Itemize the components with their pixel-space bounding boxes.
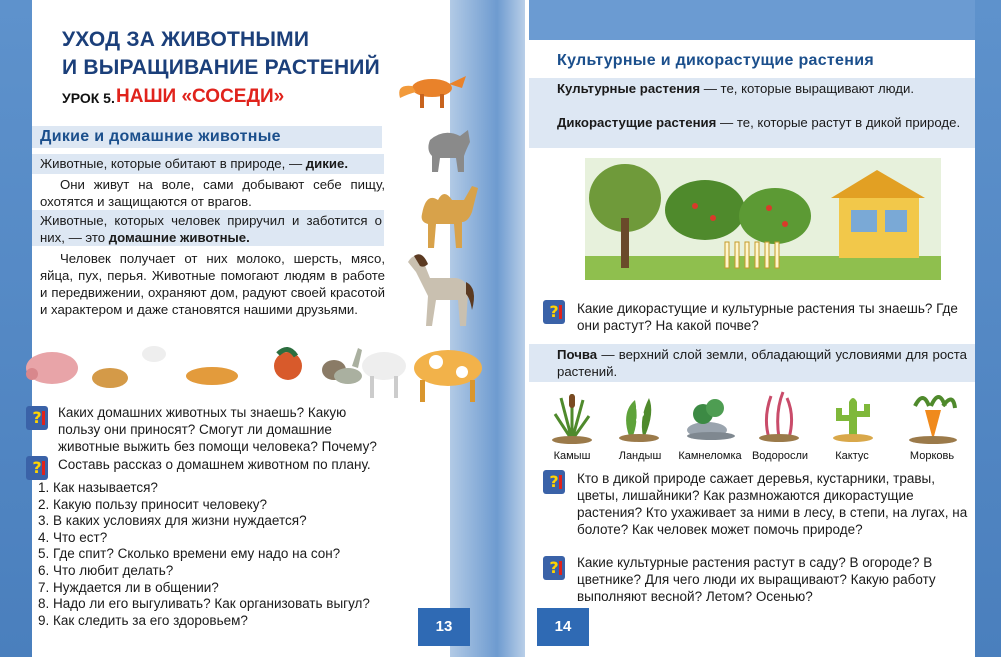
chapter-title-line1: УХОД ЗА ЖИВОТНЫМИ — [62, 28, 310, 51]
plant-label: Ландыш — [618, 450, 662, 462]
lesson-title: НАШИ «СОСЕДИ» — [116, 86, 285, 107]
wolf-illustration — [420, 122, 476, 176]
question-icon: ? — [543, 300, 565, 324]
domestic-def-text: Животные, которых человек приручил и заботится о них, — это — [40, 213, 382, 245]
plan-item: 6. Что любит делать? — [38, 562, 174, 578]
right-spine-shade — [497, 0, 525, 657]
cultivated-definition — [557, 80, 965, 97]
plan-item: 8. Надо ли его выгуливать? Как организовать выгул? — [38, 596, 370, 612]
question-cultivated-plants: Какие культурные растения растут в саду? В огороде? В цветнике? Для чего люди их выращивают? Какую работу выполняют весной? Летом? Осенью? — [577, 555, 936, 604]
camel-illustration — [412, 178, 482, 250]
plan-item: 5. Где спит? Сколько времени ему надо на сон? — [38, 546, 341, 562]
question-wild-plants-care: Кто в дикой природе сажает деревья, кустарники, травы, цветы, лишайники? Как размножаются дикорастущие растения? Кто ухаживает за ними в лесу, в степи, на лугах, на болоте? Как человек может помочь природе? — [577, 471, 968, 537]
question-domestic-animals: Каких домашних животных ты знаешь? Какую пользу они приносят? Смогут ли домашние животные выжить без помощи человека? Почему? — [58, 405, 377, 454]
story-plan-list — [38, 480, 370, 629]
lily-of-valley-icon — [615, 392, 665, 442]
wild-plants-def-text: — те, которые растут в дикой природе. — [716, 115, 961, 130]
question-icon: ? — [26, 456, 48, 480]
plant-label: Водоросли — [751, 450, 809, 462]
wild-definition — [40, 155, 382, 172]
question-story-plan: Составь рассказ о домашнем животном по плану. — [58, 457, 371, 472]
plant-label: Камнеломка — [678, 450, 742, 462]
wild-plants-definition — [557, 114, 965, 131]
wild-plants-term: Дикорастущие растения — [557, 115, 717, 130]
plan-item: 2. Какую пользу приносит человеку? — [38, 496, 268, 512]
cultivated-term: Культурные растения — [557, 81, 701, 96]
question-plants-soil: Какие дикорастущие и культурные растения ты знаешь? Где они растут? На какой почве? — [577, 301, 958, 333]
plant-label: Камыш — [553, 450, 591, 462]
horse-illustration — [400, 248, 480, 328]
page-number-13: 13 — [418, 608, 470, 646]
domestic-def-term: домашние животные. — [108, 230, 250, 245]
section-title-animals: Дикие и домашние животные — [40, 128, 281, 145]
carrot-icon — [905, 386, 961, 444]
domestic-paragraph: Человек получает от них молоко, шерсть, мясо, яйца, пух, перья. Животные помогают людям в работе и передвижении, охраняют дом, радуют своей красотой и характером и даже становятся нашими друзьями. — [40, 251, 385, 317]
garden-house-illustration — [585, 158, 941, 280]
right-page — [497, 0, 1001, 657]
wild-def-text: Животные, которые обитают в природе, — — [40, 156, 306, 171]
soil-definition — [557, 346, 967, 380]
plan-item: 3. В каких условиях для жизни нуждается? — [38, 513, 307, 529]
lesson-label: УРОК 5. — [62, 90, 115, 106]
question-icon: ? — [543, 556, 565, 580]
plan-item: 9. Как следить за его здоровьем? — [38, 612, 248, 628]
question-icon: ? — [26, 406, 48, 430]
cactus-icon — [827, 388, 877, 442]
wild-def-term: дикие. — [305, 156, 348, 171]
plan-item: 1. Как называется? — [38, 480, 158, 495]
fox-illustration — [394, 64, 474, 114]
left-page — [0, 0, 497, 657]
right-top-band — [529, 0, 975, 40]
chapter-title — [62, 26, 380, 82]
reed-icon — [547, 388, 597, 444]
cultivated-def-text: — те, которые выращивают люди. — [700, 81, 915, 96]
chapter-title-line2: И ВЫРАЩИВАНИЕ РАСТЕНИЙ — [62, 56, 380, 79]
plant-label: Кактус — [835, 450, 869, 462]
section-title-plants: Культурные и дикорастущие растения — [557, 52, 874, 69]
right-margin-band — [975, 0, 1001, 657]
soil-term: Почва — [557, 347, 598, 362]
question-icon: ? — [543, 470, 565, 494]
saxifrage-icon — [683, 394, 737, 442]
plan-item: 7. Нуждается ли в общении? — [38, 579, 219, 595]
page-number-14: 14 — [537, 608, 589, 646]
domestic-definition — [40, 212, 382, 246]
seaweed-icon — [755, 388, 805, 442]
plan-item: 4. Что ест? — [38, 529, 108, 545]
plant-label: Морковь — [909, 450, 955, 462]
domestic-animals-strip — [16, 326, 496, 406]
wild-paragraph: Они живут на воле, сами добывают себе пищу, охотятся и защищаются от врагов. — [40, 177, 385, 209]
soil-def-text: — верхний слой земли, обладающий условиями для роста растений. — [557, 347, 967, 379]
